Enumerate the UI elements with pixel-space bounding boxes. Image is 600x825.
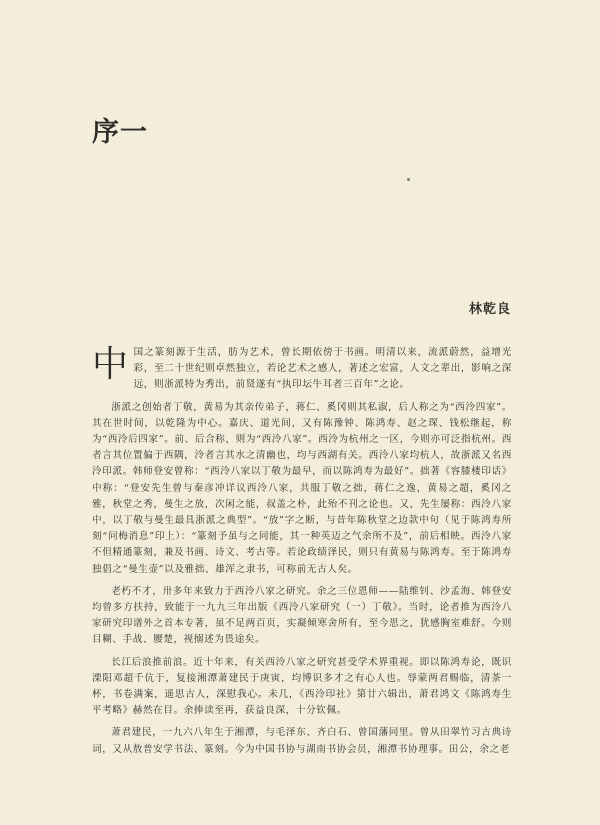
intro-paragraph [92, 345, 512, 394]
intro-text: 国之篆刻源于生活，肪为艺术，曾长期依傍于书画。明清以来，流派蔚然，益增光彩，至二十世纪则卓然独立，若论艺术之感人，著述之宏富，人文之辈出，影响之深远，则浙派特为秀出，前贤遂有“执印坛牛耳者三百年”之论。 [133, 347, 512, 391]
page-title: 序一 [92, 117, 148, 148]
preface-body [92, 345, 512, 764]
paragraph-4: 萧君建民，一九六八年生于湘潭，与毛泽东、齐白石、曾国藩同里。曾从田翠竹习古典诗词，又从敖普安学书法、篆刻。今为中国书协与湖南书协会员，湘潭书协理事。田公，余之老 [92, 727, 512, 755]
paragraph-1: 浙派之创始者丁敬，黄易为其亲传弟子，蒋仁、奚冈则其私淑，后人称之为“西泠四家”。其在世时间，以乾隆为中心。嘉庆、道光间，又有陈豫钟、陈鸿寿、赵之琛、钱松继起，称为“西泠后四家”。前、后合称，则为“西泠八家”。西泠为杭州之一区，今则亦可泛指杭州。西者言其位置偏于西隅，泠者言其水之清幽也，均与西湖有关。西泠八家均杭人，故浙派又名西泠印派。韩师登安曾称：“西泠八家以丁敬为最早，而以陈鸿寿为最好”。拙著《容膝楼印话》中称：“登安先生曾与秦彦冲详议西泠八家，共服丁敬之拙，蒋仁之逸，黄易之超，奚冈之雅，秋堂之秀，曼生之放，次闲之能，叔盖之朴，此殆不刊之论也。又，先生屡称：西泠八家中，以丁敬与曼生最具浙派之典型”。“放”字之断，与昔年陈秋堂之边款中句（见于陈鸿寿所刻“问梅消息”印上）：“篆刻予虽与之同能，其一种英迈之气余所不及”，前后相映。西泠八家不但精通篆刻，兼及书画、诗文、考古等。若论政绩泽民，则只有黄易与陈鸿寿。至于陈鸿寿独倡之“曼生壶”以及雅拙、雄浑之隶书，可称前无古人矣。 [92, 401, 512, 575]
author-name: 林乾良 [468, 302, 511, 317]
paragraph-3: 长江后浪推前浪。近十年来，有关西泠八家之研究甚受学术界重视。即以陈鸿寿论，既识溧阳邓超千伉于，复接湘潭萧建民于庚寅，均博识多才之有心人也。辱蒙两君赐临，清茶一杯，书卷满案，遥思古人，深慰我心。未几，《西泠印社》第廿六辑出，萧君鸿文《陈鸿寿生平考略》赫然在目。余捧读至再，获益良深，十分钦佩。 [92, 656, 512, 717]
decorative-dot [407, 178, 410, 181]
paragraph-2: 老朽不才，卅多年来致力于西泠八家之研究。余之三位恩师——陆维钊、沙孟海、韩登安均曾多方扶持，致能于一九九三年出版《西泠八家研究（一）丁敬》。当时，论者推为西泠八家研究印谱外之首本专著，虽不足两百页，实凝倾寒舍所有，至今思之，犹感胸室难舒。今则目糊、手战、腰楚，视搦述为畏途矣。 [92, 585, 512, 646]
drop-cap: 中 [92, 344, 129, 385]
